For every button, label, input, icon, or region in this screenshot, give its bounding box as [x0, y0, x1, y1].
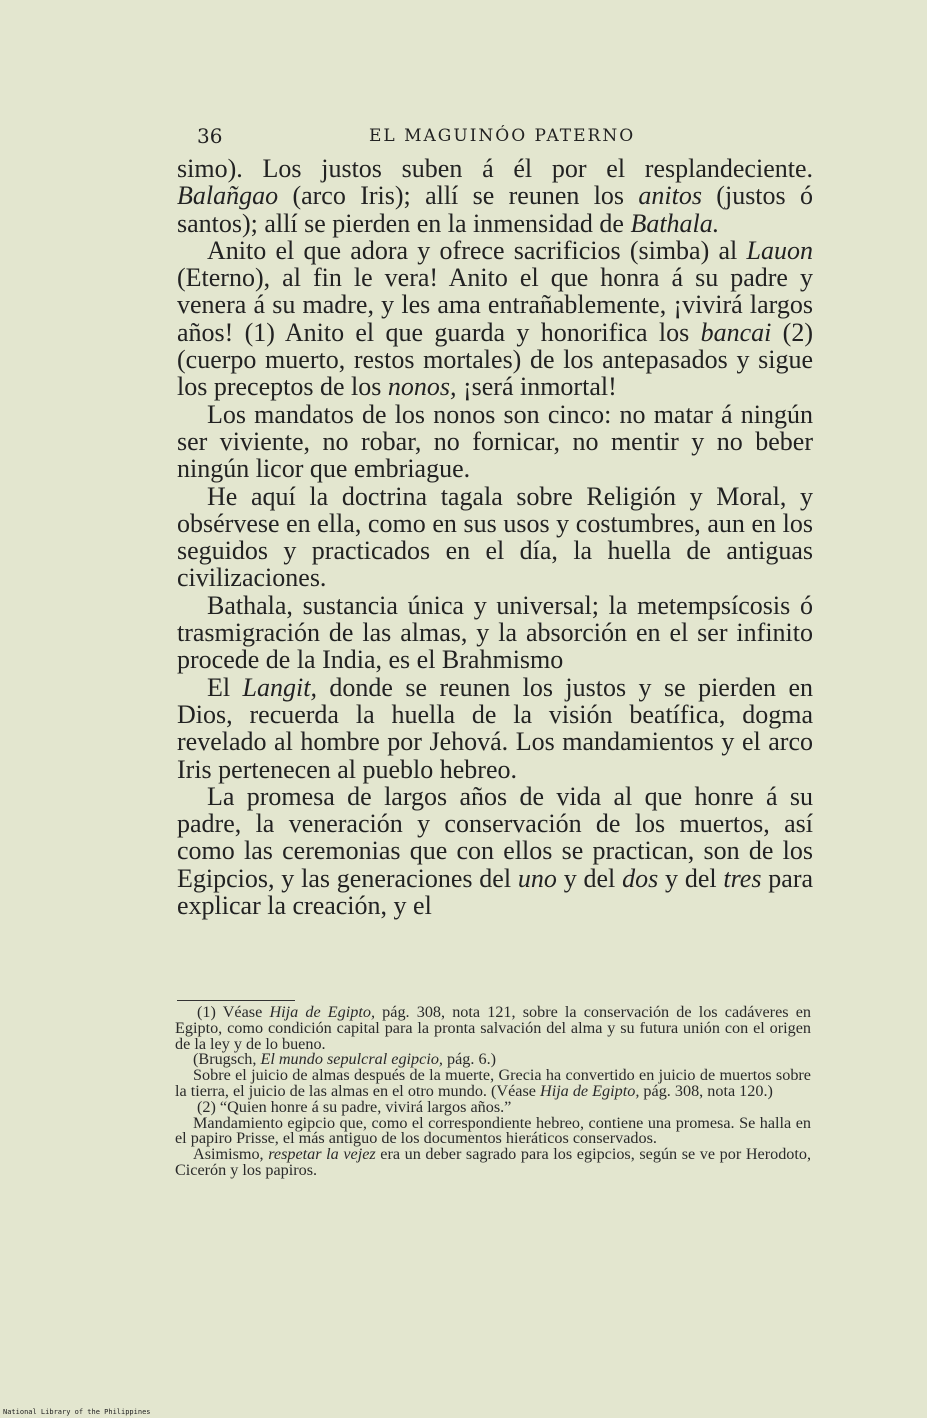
footnote-1: (1) Véase Hija de Egipto, pág. 308, nota 121, sobre la conservación de los cadáveres en Egipto, como condición capital para la pronta salvación del alma y su futura unión con el origen de la ley y de lo bueno. [175, 1003, 811, 1053]
running-title: EL MAGUINÓO PATERNO [369, 126, 636, 146]
footnote-1-continuation: Sobre el juicio de almas después de la muerte, Grecia ha convertido en juicio de muertos sobre la tierra, el juicio de las almas en el otro mundo. (Véase Hija de Egipto, pág. 308, nota 120.) [175, 1066, 811, 1100]
paragraph-1: simo). Los justos suben á él por el resplandeciente. Balañgao (arco Iris); allí se reunen los anitos (justos ó santos); allí se pierden en la inmensidad de Bathala. [177, 154, 813, 238]
paragraph-4: He aquí la doctrina tagala sobre Religión y Moral, y obsérvese en ella, como en sus usos y costumbres, aun en los seguidos y practicados en el día, la huella de antiguas civilizaciones. [177, 481, 813, 593]
paragraph-2: Anito el que adora y ofrece sacrificios (simba) al Lauon (Eterno), al fin le vera! Anito el que honra á su padre y venera á su madre, y les ama entrañablemente, ¡vivirá largos años! (1) Anito el que guarda y honorifica los bancai (2) (cuerpo muerto, restos mortales) de los antepasados y sigue los preceptos de los nonos, ¡será inmortal! [177, 235, 813, 402]
paragraph-6: El Langit, donde se reunen los justos y se pierden en Dios, recuerda la huella de la visión beatífica, dogma revelado al hombre por Jehová. Los mandamientos y el arco Iris pertenecen al pueblo hebreo. [177, 672, 814, 784]
paragraph-3: Los mandatos de los nonos son cinco: no matar á ningún ser viviente, no robar, no fornicar, no mentir y no beber ningún licor que embriague. [177, 399, 813, 484]
footnote-1-citation: (Brugsch, El mundo sepulcral egipcio, pág. 6.) [193, 1050, 497, 1069]
paragraph-5: Bathala, sustancia única y universal; la metempsícosis ó trasmigración de las almas, y la absorción en el ser infinito procede de la India, es el Brahmismo [177, 590, 813, 675]
main-text [177, 155, 813, 919]
footnote-divider [177, 1000, 295, 1001]
footnotes [175, 1005, 811, 1179]
page-header [197, 124, 837, 154]
footnote-2-continuation: Mandamiento egipcio que, como el correspondiente hebreo, contiene una promesa. Se halla en el papiro Prisse, el más antiguo de los documentos hieráticos conservados. [175, 1113, 811, 1148]
footnote-2-final: Asimismo, respetar la vejez era un deber sagrado para los egipcios, según se ve por Herodoto, Cicerón y los papiros. [175, 1145, 812, 1179]
paragraph-7: La promesa de largos años de vida al que honre á su padre, la veneración y conservación de los muertos, así como las ceremonias que con ellos se practican, son de los Egipcios, y las generaciones del uno y del dos y del tres para explicar la creación, y el [177, 781, 814, 921]
library-watermark: National Library of the Philippines [3, 1408, 151, 1416]
footnote-2: (2) “Quien honre á su padre, vivirá largos años.” [197, 1097, 512, 1116]
page-number: 36 [197, 124, 223, 148]
